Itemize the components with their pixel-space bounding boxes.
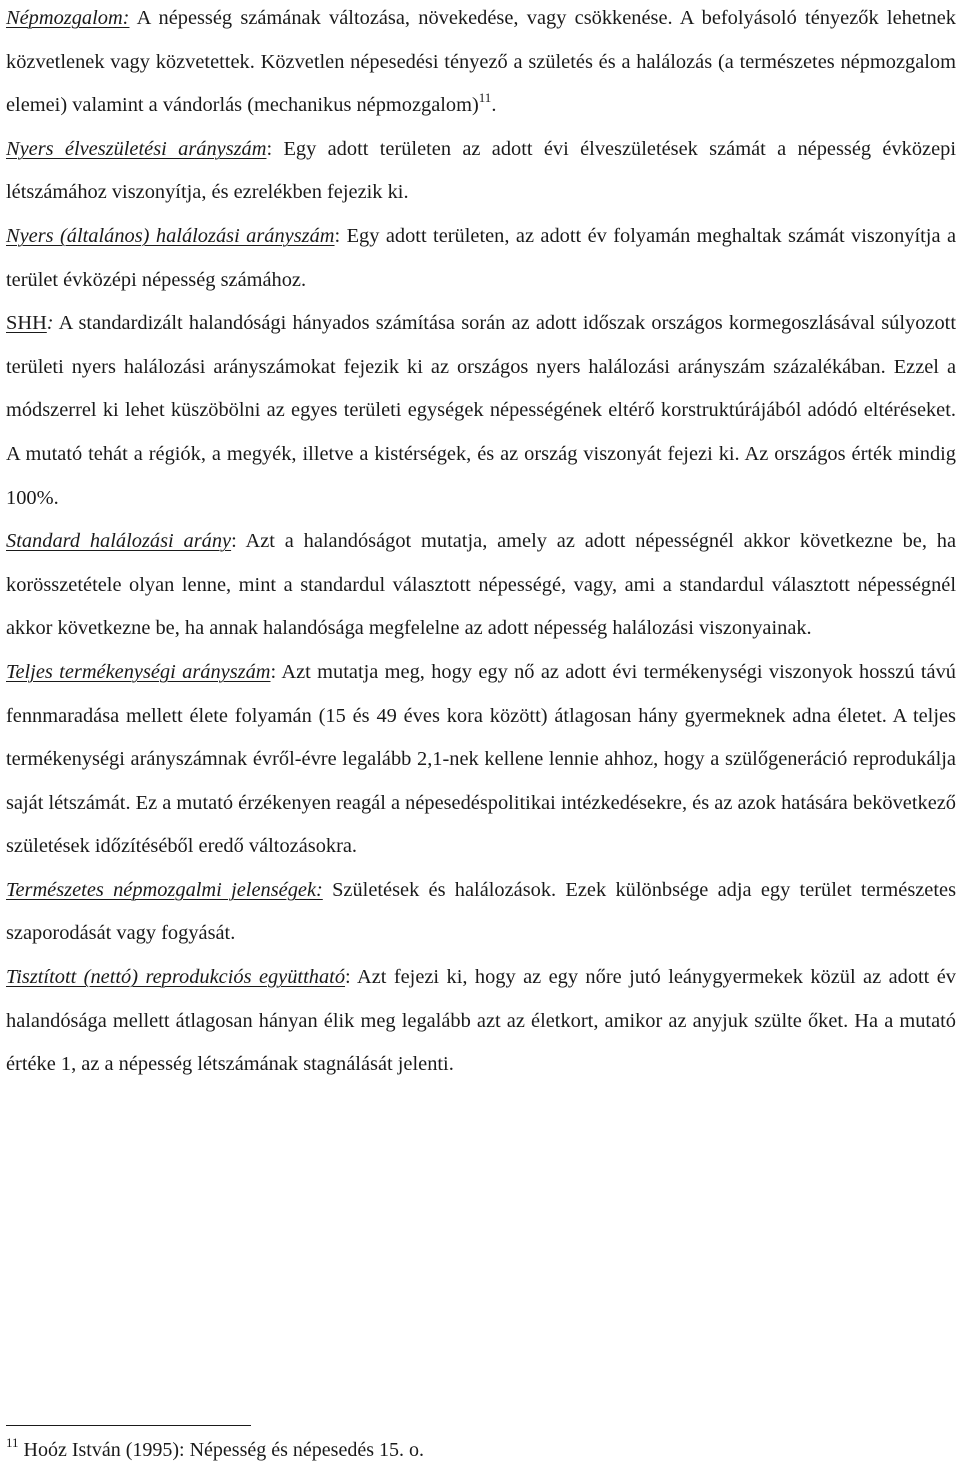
glossary-entry-tisztitott-reprodukcios-egyutthato [6, 956, 956, 1087]
document-page [6, 0, 956, 1087]
glossary-entry-nyers-halalozasi-aranyszam [6, 215, 956, 302]
glossary-term: Népmozgalom: [6, 7, 130, 29]
glossary-separator: : [345, 966, 351, 989]
glossary-separator: : [270, 660, 277, 683]
glossary-entry-teljes-termekenysegi-aranyszam [6, 651, 956, 869]
glossary-definition: Azt mutatja meg, hogy egy nő az adott évi termékenységi viszonyok hosszú távú fennmaradása mellett élete folyamán (15 és 49 éves kora között) átlagosan hány gyermeknek adna életet. A teljes termékenységi arányszámnak évről-évre legalább 2,1-nek kellene lennie ahhoz, hogy a szülőgeneráció reprodukálja saját létszámát. Ez a mutató érzékenyen reagál a népesedéspolitikai intézkedésekre, és az azok hatására bekövetkező születések időzítéséből eredő változásokra. [6, 660, 956, 858]
glossary-separator: : [266, 137, 273, 160]
glossary-term: Teljes termékenységi arányszám [6, 660, 271, 683]
footnote-reference[interactable]: 11 [478, 90, 492, 106]
glossary-term: Standard halálozási arány [6, 530, 232, 553]
glossary-entry-termeszetes-nepmozgalmi-jelensegek [6, 869, 956, 956]
glossary-definition-end: . [491, 94, 497, 117]
glossary-definition: Azt a halandóságot mutatja, amely az adott népességnél akkor következne be, ha korösszetétele olyan lenne, mint a standardul választott népességé, vagy, ami a standardul választott népességnél akkor következne be, ha annak halandósága megfelelne az adott népesség halálozási viszonyainak. [6, 530, 956, 640]
glossary-term: Nyers élveszületési arányszám [6, 137, 267, 160]
glossary-definition: Születések és halálozások. Ezek különbsége adja egy terület természetes szaporodását vagy fogyását. [6, 878, 957, 945]
glossary-entries [6, 0, 956, 1087]
footnote [6, 1437, 424, 1463]
glossary-term: Nyers (általános) halálozási arányszám [6, 224, 335, 247]
glossary-separator: : [334, 224, 341, 247]
glossary-separator: : [46, 312, 54, 335]
glossary-entry-nepmozgalom [6, 0, 956, 128]
glossary-term: Természetes népmozgalmi jelenségek: [6, 878, 323, 901]
footnote-number: 11 [6, 1435, 19, 1450]
glossary-definition: A standardizált halandósági hányados számítása során az adott időszak országos kormegoszlásával súlyozott területi nyers halálozási arányszámokat fejezik ki az országos nyers halálozási arányszám százalékában. Ezzel a módszerrel ki lehet küszöbölni az egyes területi egységek népességének eltérő korstruktúrájából adódó eltéréseket. A mutató tehát a régiók, a megyék, illetve a kistérségek, és az ország viszonyát fejezi ki. Az országos érték mindig 100%. [6, 312, 956, 509]
glossary-separator: : [231, 530, 237, 553]
footnote-text: Hoóz István (1995): Népesség és népesedés 15. o. [18, 1439, 424, 1461]
glossary-term: SHH [6, 312, 47, 335]
glossary-term: Tisztított (nettó) reprodukciós együttható [6, 966, 346, 989]
glossary-definition: Egy adott területen az adott évi élveszületések számát a népesség évközepi létszámához viszonyítja, és ezrelékben fejezik ki. [6, 137, 956, 204]
glossary-entry-nyers-elveszuletesi-aranyszam [6, 128, 956, 215]
footnote-divider [6, 1425, 251, 1426]
glossary-definition: Egy adott területen, az adott év folyamán meghaltak számát viszonyítja a terület évközépi népesség számához. [6, 224, 956, 291]
glossary-entry-shh [6, 302, 956, 520]
glossary-definition: A népesség számának változása, növekedése, vagy csökkenése. A befolyásoló tényezők lehetnek közvetlenek vagy közvetettek. Közvetlen népesedési tényező a születés és a halálozás (a természetes népmozgalom elemei) valamint a vándorlás (mechanikus népmozgalom) [6, 7, 956, 117]
glossary-entry-standard-halalozasi-arany [6, 520, 956, 651]
glossary-definition: Azt fejezi ki, hogy az egy nőre jutó leánygyermekek közül az adott év halandósága mellett átlagosan hányan élik meg legalább azt az életkort, amikor az anyjuk szülte őket. Ha a mutató értéke 1, az a népesség létszámának stagnálását jelenti. [6, 966, 956, 1076]
